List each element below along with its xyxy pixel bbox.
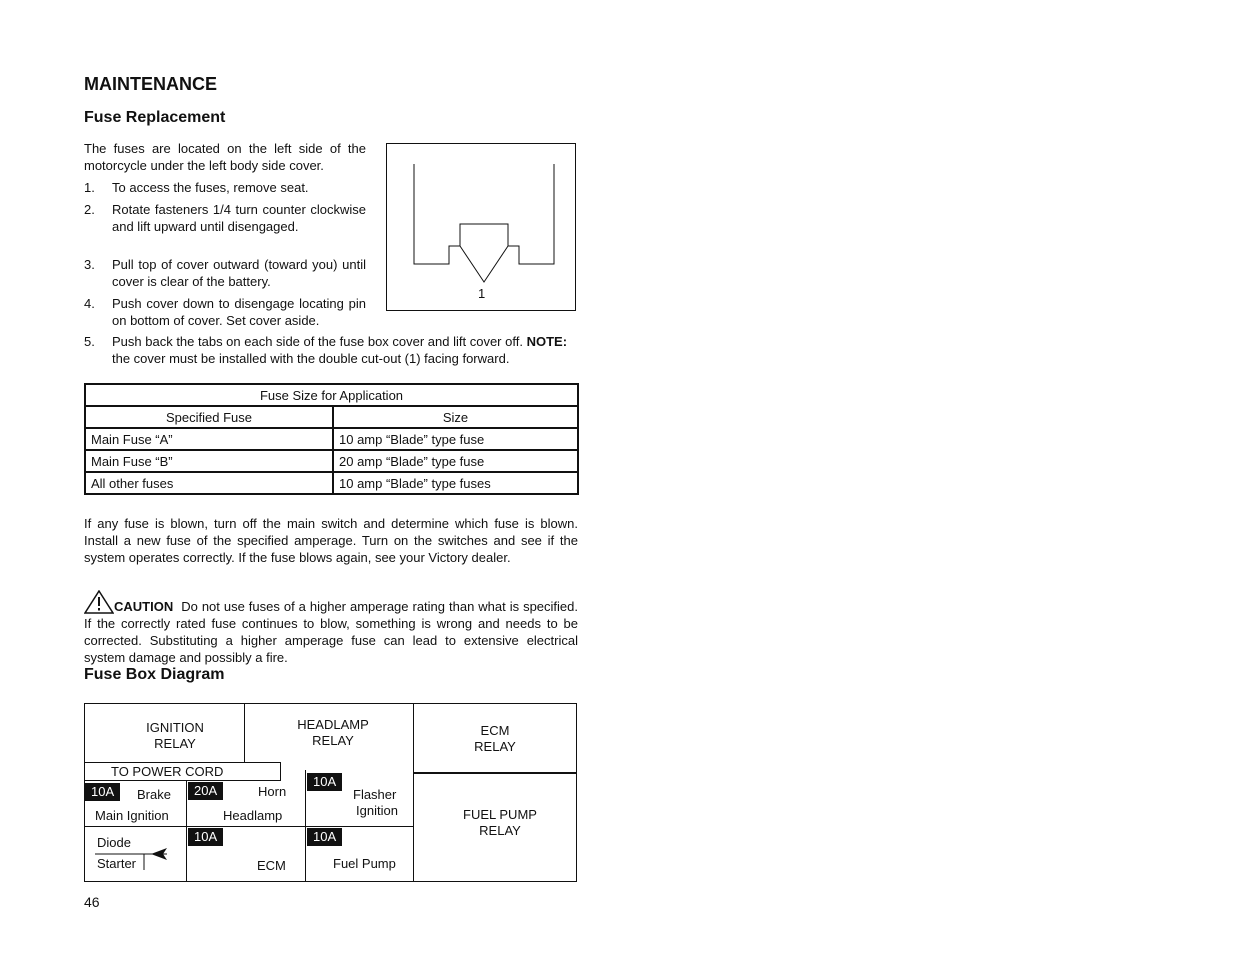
page-number: 46 [84, 894, 100, 910]
horn-label: Horn [258, 784, 287, 799]
table-row [85, 472, 578, 494]
section-title: MAINTENANCE [84, 74, 217, 94]
note-label: NOTE: [526, 334, 568, 349]
fuse-10a-ecm: 10A [188, 828, 223, 846]
table-cell: 10 amp “Blade” type fuses [333, 472, 578, 494]
step-text: Push cover down to disengage locating pin on bottom of cover. Set cover aside. [112, 296, 366, 328]
table-row [85, 450, 578, 472]
blown-fuse-paragraph: If any fuse is blown, turn off the main switch and determine which fuse is blown. Install a new fuse of the specified amperage. Turn on the switches and see if the system operates correctly. If the fuse blows again, see your Victory dealer. [84, 516, 578, 565]
ecm-relay-line-2: RELAY [474, 739, 516, 754]
headlamp-relay-line-2: RELAY [312, 733, 354, 748]
diode-symbol-icon [93, 842, 173, 879]
power-cord-label: TO POWER CORD [84, 762, 281, 781]
table-title: Fuse Size for Application [85, 384, 578, 406]
table-header-row [85, 406, 578, 428]
step-2 [84, 202, 366, 235]
column-header-specified-fuse: Specified Fuse [85, 406, 333, 428]
table-cell: Main Fuse “B” [85, 450, 333, 472]
note-text: the cover must be installed with the double cut-out (1) facing forward. [112, 350, 510, 366]
step-number: 3. [84, 257, 95, 272]
starter-label: Starter [97, 856, 137, 871]
fuse-size-table [84, 383, 579, 495]
fuse-box-diagram [84, 703, 577, 882]
caution-label: CAUTION [114, 599, 174, 614]
headlamp-relay-line-1: HEADLAMP [297, 717, 369, 732]
flasher-label: Flasher [353, 787, 397, 802]
table-cell: Main Fuse “A” [85, 428, 333, 450]
main-ignition-label: Main Ignition [95, 808, 169, 823]
headlamp-label: Headlamp [223, 808, 283, 823]
column-header-size: Size [333, 406, 578, 428]
table-cell: 10 amp “Blade” type fuse [333, 428, 578, 450]
fuse-replacement-heading: Fuse Replacement [84, 109, 226, 126]
table-row [85, 428, 578, 450]
brake-label: Brake [137, 787, 171, 802]
step-number: 4. [84, 296, 95, 311]
table-cell: 20 amp “Blade” type fuse [333, 450, 578, 472]
step-4 [84, 296, 366, 329]
fuse-box-heading: Fuse Box Diagram [84, 666, 225, 683]
step-5-text: Push back the tabs on each side of the fuse box cover and lift cover off. [112, 334, 523, 349]
fuse-10a-brake: 10A [85, 783, 120, 801]
fuse-10a-flasher: 10A [307, 773, 342, 791]
step-text: Pull top of cover outward (toward you) until cover is clear of the battery. [112, 257, 366, 289]
warning-icon [84, 590, 114, 612]
ecm-label: ECM [257, 858, 286, 873]
fuel-pump-relay-line-1: FUEL PUMP [463, 807, 537, 822]
fuel-pump-relay-label [440, 807, 560, 839]
intro-paragraph: The fuses are located on the left side of the motorcycle under the left body side cover. [84, 141, 366, 173]
step-text [112, 334, 578, 367]
headlamp-relay-label [283, 717, 383, 749]
step-1 [84, 180, 366, 197]
step-number: 1. [84, 180, 95, 195]
diode-label: Diode [97, 835, 131, 850]
ecm-relay-label [445, 723, 545, 755]
ignition-label: Ignition [356, 803, 398, 818]
caution-text: Do not use fuses of a higher amperage rating than what is specified. If the correctly rated fuse continues to blow, something is wrong and needs to be corrected. Substituting a higher amperage fuse can lead to extensive electrical system damage and possibly a fire. [84, 599, 578, 665]
table-title-row [85, 384, 578, 406]
fuel-pump-relay-line-2: RELAY [479, 823, 521, 838]
step-number: 2. [84, 202, 95, 217]
step-text: Rotate fasteners 1/4 turn counter clockwise and lift upward until disengaged. [112, 202, 366, 234]
step-text: To access the fuses, remove seat. [112, 180, 309, 195]
ignition-relay-line-2: RELAY [154, 736, 196, 751]
step-3 [84, 257, 366, 290]
fuel-pump-label: Fuel Pump [333, 856, 396, 871]
table-cell: All other fuses [85, 472, 333, 494]
ignition-relay-line-1: IGNITION [146, 720, 204, 735]
fuse-10a-fuel: 10A [307, 828, 342, 846]
fuse-20a: 20A [188, 782, 223, 800]
step-number: 5. [84, 334, 95, 349]
ignition-relay-label [125, 720, 225, 752]
ecm-relay-line-1: ECM [480, 723, 510, 738]
step-5 [84, 334, 578, 367]
caution-paragraph [84, 590, 578, 666]
figure-callout-1: 1 [478, 286, 486, 301]
